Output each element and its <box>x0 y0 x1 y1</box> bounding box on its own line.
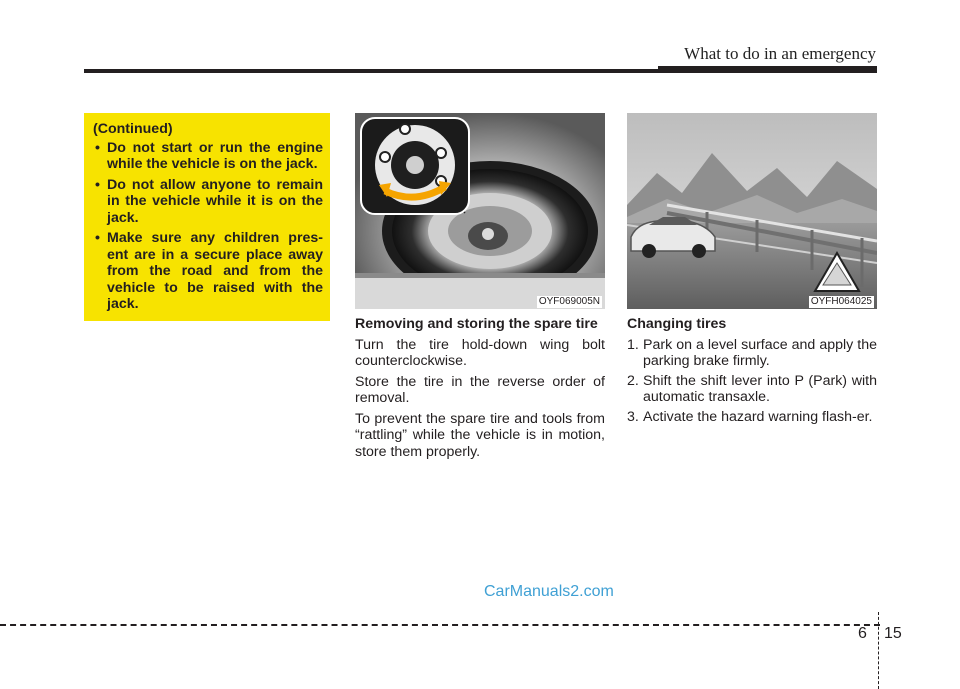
warning-item: • Make sure any children pres-ent are in a secure place away from the road and from the vehicle to be raised with the jack. <box>93 230 323 313</box>
spare-tire-section <box>355 316 605 464</box>
road-scene-illustration <box>627 113 877 309</box>
step-item <box>627 409 877 426</box>
warning-item: • Do not start or run the engine while the vehicle is on the jack. <box>93 140 323 173</box>
road-scene-figure <box>627 113 877 309</box>
figure-code: OYFH064025 <box>810 296 872 307</box>
step-number: 1. <box>627 336 639 353</box>
spare-tire-illustration <box>355 113 605 309</box>
chapter-number: 6 <box>858 625 867 642</box>
changing-tires-section <box>627 316 877 428</box>
paragraph: To prevent the spare tire and tools from “rattling” while the vehicle is in motion, store them properly. <box>355 410 605 460</box>
step-item <box>627 373 877 406</box>
warning-box <box>84 113 330 321</box>
figure-code: OYF069005N <box>538 296 600 307</box>
footer-rule <box>0 624 880 626</box>
watermark-link[interactable]: CarManuals2.com <box>484 583 614 600</box>
step-number: 2. <box>627 372 639 389</box>
step-text: Activate the hazard warning flash-er. <box>643 408 873 425</box>
warning-list <box>93 140 323 313</box>
page-number: 15 <box>884 625 902 642</box>
paragraph: Turn the tire hold-down wing bolt counterclockwise. <box>355 336 605 369</box>
spare-tire-figure <box>355 113 605 309</box>
step-item <box>627 337 877 370</box>
paragraph: Store the tire in the reverse order of removal. <box>355 373 605 406</box>
step-text: Park on a level surface and apply the parking brake firmly. <box>643 336 877 369</box>
header-rule <box>84 69 877 73</box>
changing-tires-heading: Changing tires <box>627 316 727 332</box>
section-title: What to do in an emergency <box>684 44 876 63</box>
steps-list <box>627 337 877 426</box>
continued-label: (Continued) <box>93 121 173 137</box>
footer-divider <box>878 612 879 689</box>
spare-tire-heading: Removing and storing the spare tire <box>355 316 598 332</box>
step-text: Shift the shift lever into P (Park) with automatic transaxle. <box>643 372 877 405</box>
step-number: 3. <box>627 408 639 425</box>
warning-item: • Do not allow anyone to remain in the vehicle while it is on the jack. <box>93 177 323 227</box>
